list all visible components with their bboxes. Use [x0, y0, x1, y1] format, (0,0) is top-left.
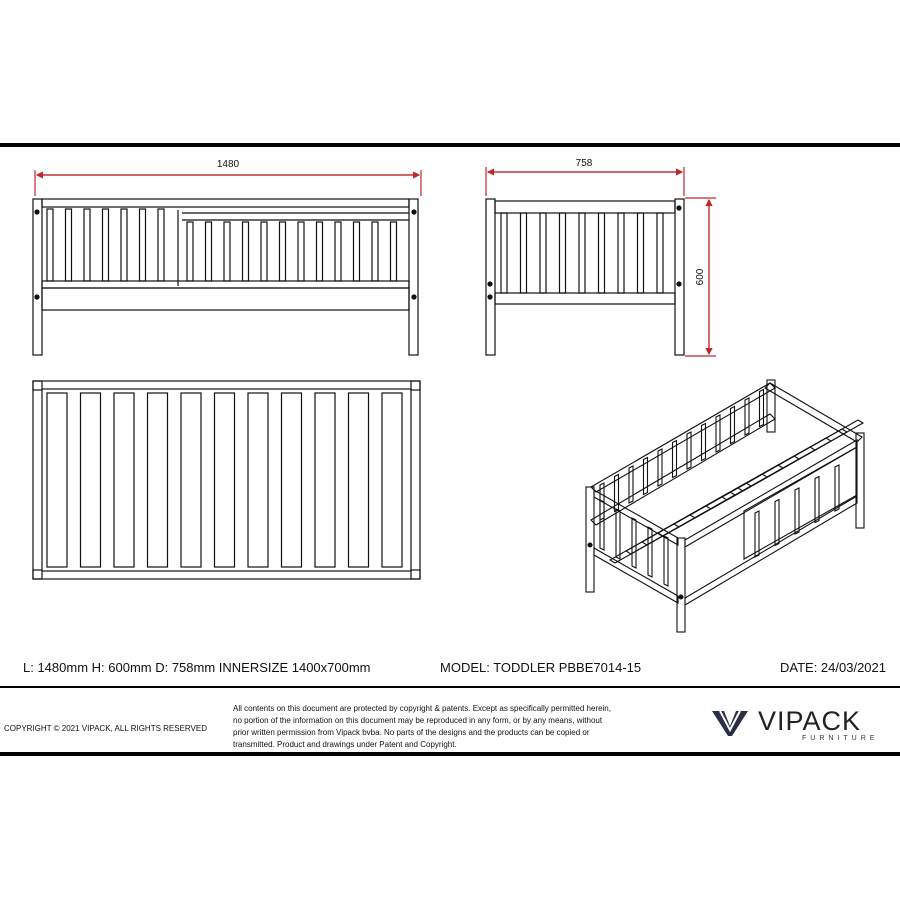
top-view-slat	[282, 393, 302, 567]
iso-front-short-slat	[648, 527, 652, 577]
front-slat	[261, 222, 267, 281]
side-width-label: 758	[575, 158, 593, 169]
top-view	[33, 381, 420, 579]
front-slat	[298, 222, 304, 281]
front-slat	[158, 209, 164, 281]
iso-guard-slat	[835, 465, 839, 511]
top-view-slat	[315, 393, 335, 567]
front-slat	[372, 222, 378, 281]
legal-line: no portion of the information on this document may be reproduced in any form, or by any means, without	[233, 716, 603, 725]
iso-front-short-slat	[600, 500, 604, 550]
model-number: MODEL: TODDLER PBBE7014-15	[440, 660, 642, 675]
legal-line: All contents on this document are protected by copyright & patents. Except as specifically permitted herein,	[233, 704, 611, 713]
iso-front-short-slat	[616, 509, 620, 559]
front-slat	[391, 222, 397, 281]
front-slat	[280, 222, 286, 281]
front-width-label: 1480	[216, 159, 240, 170]
front-slat	[243, 222, 249, 281]
side-width-dimension	[486, 167, 684, 196]
vipack-logo	[710, 706, 880, 746]
front-slat	[84, 209, 90, 281]
isometric-view	[586, 380, 864, 632]
side-slat	[579, 213, 585, 293]
vipack-logo-mark-icon	[710, 708, 750, 738]
iso-guard-slat	[815, 477, 819, 523]
side-view	[486, 167, 716, 356]
front-slat	[354, 222, 360, 281]
front-slat	[187, 222, 193, 281]
drawing-date: DATE: 24/03/2021	[780, 660, 886, 675]
front-slat	[317, 222, 323, 281]
top-view-slat	[148, 393, 168, 567]
legal-line: prior written permission from Vipack bvba. No parts of the designs and the products can be copied or	[233, 728, 590, 737]
front-slat	[103, 209, 109, 281]
legal-notice	[233, 703, 653, 751]
side-slat	[618, 213, 624, 293]
top-view-slat	[81, 393, 101, 567]
top-view-slat	[248, 393, 268, 567]
side-slat	[638, 213, 644, 293]
top-view-slat	[181, 393, 201, 567]
logo-wordmark: VIPACK	[758, 706, 862, 736]
side-slat	[657, 213, 663, 293]
top-view-slat	[382, 393, 402, 567]
iso-guard-slat	[755, 511, 759, 557]
iso-guard-slat	[795, 488, 799, 534]
front-view	[33, 170, 421, 355]
side-slat	[599, 213, 605, 293]
side-height-label: 600	[695, 268, 706, 286]
front-slat	[335, 222, 341, 281]
top-view-slat	[215, 393, 235, 567]
top-view-slat	[47, 393, 67, 567]
top-view-slat	[349, 393, 369, 567]
side-slat	[540, 213, 546, 293]
front-slat	[206, 222, 212, 281]
dimensions-summary: L: 1480mm H: 600mm D: 758mm INNERSIZE 1400x700mm	[23, 660, 371, 675]
iso-front-short-slat	[664, 536, 668, 586]
copyright-notice: COPYRIGHT © 2021 VIPACK, ALL RIGHTS RESERVED	[4, 724, 207, 733]
front-slat	[224, 222, 230, 281]
front-slat	[140, 209, 146, 281]
front-slat	[66, 209, 72, 281]
logo-subtitle: FURNITURE	[802, 735, 879, 742]
legal-line: transmitted. Product and drawings under Patent and Copyright.	[233, 740, 457, 749]
iso-front-short-slat	[632, 518, 636, 568]
front-slat	[47, 209, 53, 281]
iso-guard-slat	[775, 500, 779, 546]
side-slat	[501, 213, 507, 293]
front-width-dimension	[35, 170, 421, 196]
side-slat	[521, 213, 527, 293]
front-slat	[121, 209, 127, 281]
side-slat	[560, 213, 566, 293]
top-view-slat	[114, 393, 134, 567]
